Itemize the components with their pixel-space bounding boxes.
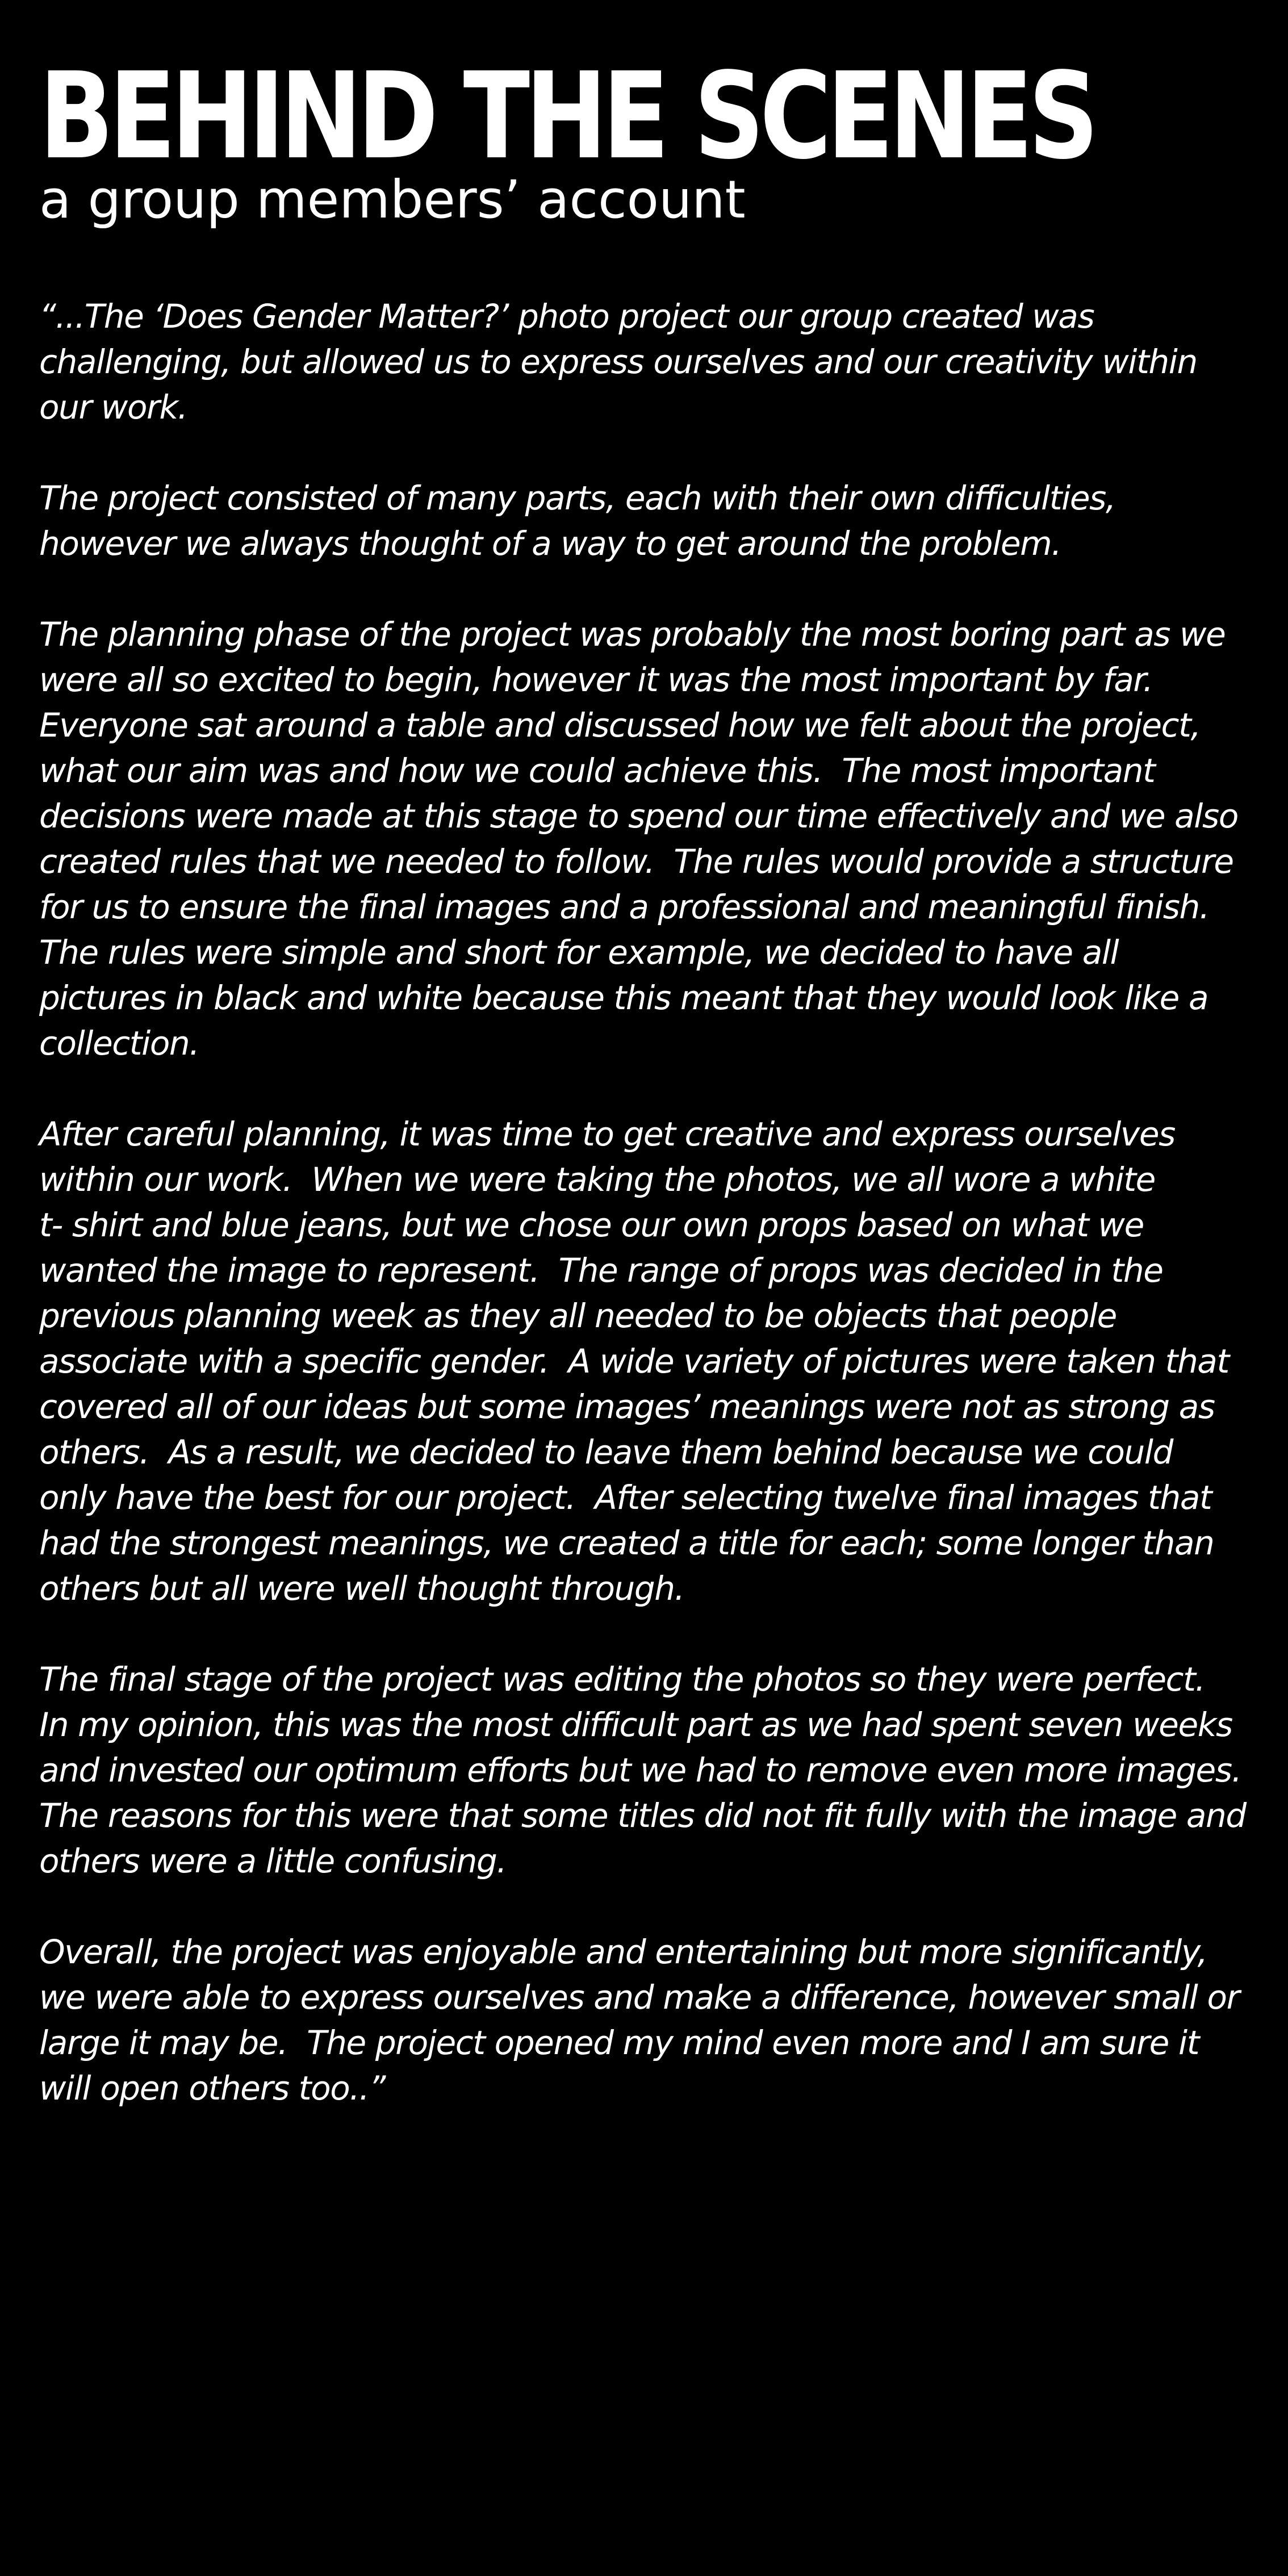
paragraph-line: associate with a specific gender. A wide variety of pictures were taken that [39, 1342, 1229, 1381]
document-page [39, 47, 1260, 2156]
paragraph-line: within our work. When we were taking the photos, we all wore a white [39, 1160, 1155, 1199]
paragraph-line: large it may be. The project opened my mind even more and I am sure it [39, 2023, 1199, 2062]
paragraph-line: wanted the image to represent. The range of props was decided in the [39, 1251, 1163, 1290]
paragraph [39, 1929, 1260, 2111]
paragraph-line: others but all were well thought through. [39, 1569, 684, 1608]
page-title: BEHIND THE SCENES [39, 47, 1094, 186]
paragraph-line: decisions were made at this stage to spend our time effectively and we also [39, 797, 1238, 835]
paragraph-line: others were a little confusing. [39, 1842, 507, 1880]
paragraph-line: only have the best for our project. After selecting twelve final images that [39, 1478, 1212, 1517]
page-subtitle: a group members’ account [39, 169, 746, 230]
paragraph-line: and invested our optimum efforts but we had to remove even more images. [39, 1751, 1241, 1789]
paragraph [39, 475, 1260, 566]
paragraph [39, 1111, 1260, 1611]
paragraph-line: for us to ensure the final images and a professional and meaningful finish. [39, 888, 1209, 926]
paragraph-line: In my opinion, this was the most difficult part as we had spent seven weeks [39, 1705, 1232, 1744]
paragraph-line: others. As a result, we decided to leave them behind because we could [39, 1433, 1173, 1471]
paragraph-line: collection. [39, 1024, 199, 1063]
paragraph-line: The final stage of the project was editing the photos so they were perfect. [39, 1660, 1205, 1699]
paragraph-line: covered all of our ideas but some images’ meanings were not as strong as [39, 1387, 1215, 1426]
paragraph-line: our work. [39, 388, 187, 426]
paragraph [39, 1657, 1260, 1884]
paragraph-line: “...The ‘Does Gender Matter?’ photo project our group created was [39, 297, 1094, 336]
paragraph-line: challenging, but allowed us to express ourselves and our creativity within [39, 342, 1197, 381]
paragraph-line: however we always thought of a way to get around the problem. [39, 524, 1061, 563]
paragraph-line: we were able to express ourselves and make a difference, however small or [39, 1978, 1240, 2017]
paragraph-line: Everyone sat around a table and discussed how we felt about the project, [39, 706, 1201, 745]
paragraph-line: t- shirt and blue jeans, but we chose our own props based on what we [39, 1206, 1144, 1244]
paragraph-line: Overall, the project was enjoyable and entertaining but more significantly, [39, 1933, 1207, 1971]
paragraph-line: previous planning week as they all needed to be objects that people [39, 1297, 1116, 1335]
paragraph-line: The planning phase of the project was probably the most boring part as we [39, 615, 1226, 654]
paragraph-line: were all so excited to begin, however it was the most important by far. [39, 660, 1153, 699]
paragraph-line: After careful planning, it was time to get creative and express ourselves [39, 1115, 1175, 1153]
paragraph-line: The reasons for this were that some titles did not fit fully with the image and [39, 1796, 1246, 1835]
paragraph [39, 294, 1260, 430]
article-body [39, 294, 1260, 2111]
paragraph-line: will open others too..” [39, 2069, 386, 2107]
paragraph-line: had the strongest meanings, we created a title for each; some longer than [39, 1524, 1214, 1562]
paragraph-line: The project consisted of many parts, each with their own difficulties, [39, 479, 1115, 517]
paragraph-line: what our aim was and how we could achieve this. The most important [39, 751, 1155, 790]
paragraph-line: created rules that we needed to follow. The rules would provide a structure [39, 842, 1233, 881]
paragraph [39, 612, 1260, 1066]
paragraph-line: pictures in black and white because this meant that they would look like a [39, 978, 1208, 1017]
paragraph-line: The rules were simple and short for example, we decided to have all [39, 933, 1119, 972]
